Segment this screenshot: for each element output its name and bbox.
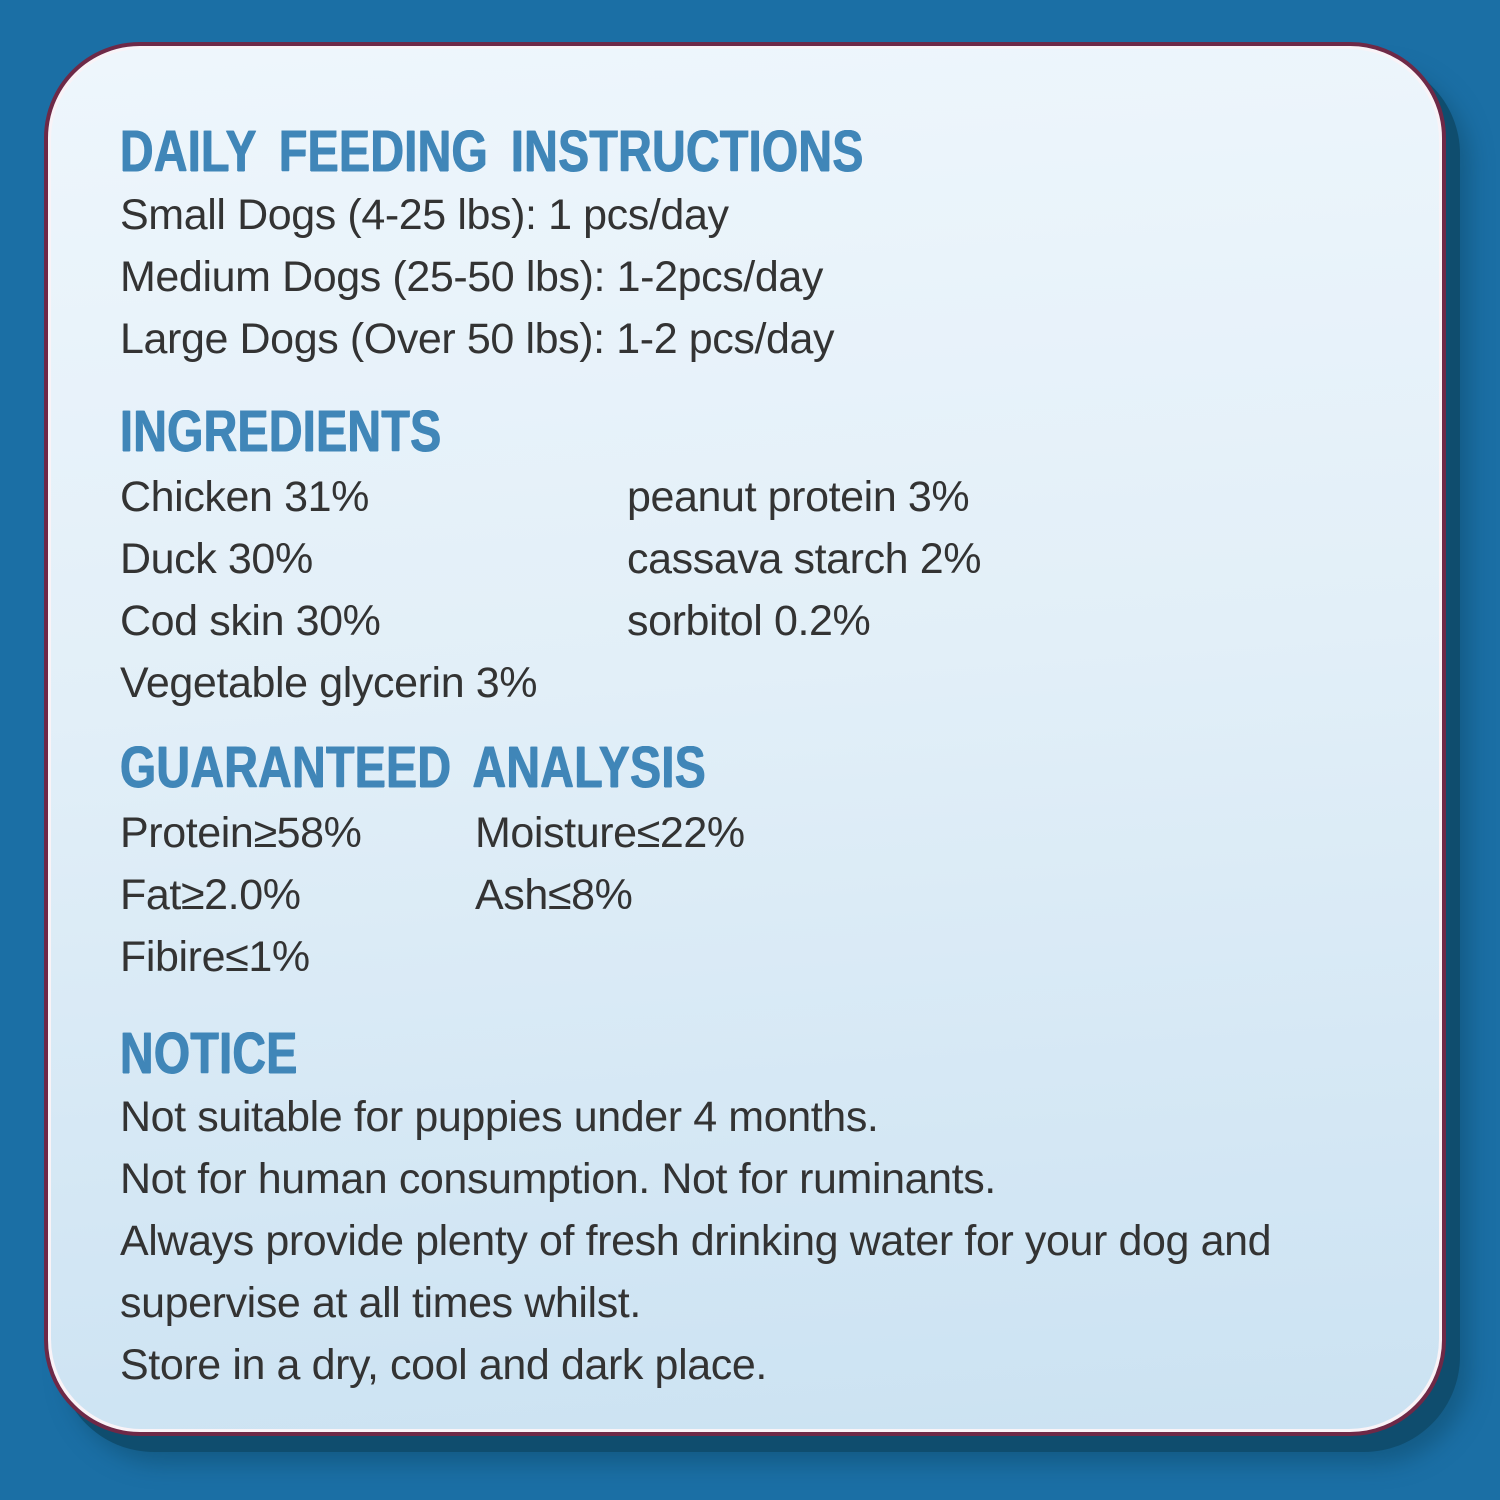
analysis-item-protein: Protein≥58% bbox=[120, 809, 362, 857]
analysis-item-moisture: Moisture≤22% bbox=[475, 809, 745, 857]
ingredient-item: peanut protein 3% bbox=[627, 473, 970, 521]
section-title-guaranteed-analysis: GUARANTEED ANALYSIS bbox=[120, 735, 707, 800]
ingredient-item: Chicken 31% bbox=[120, 473, 369, 521]
notice-line: Not suitable for puppies under 4 months. bbox=[120, 1093, 879, 1141]
section-title-ingredients: INGREDIENTS bbox=[120, 399, 442, 464]
analysis-item-fat: Fat≥2.0% bbox=[120, 871, 301, 919]
section-title-daily-feeding-instructions: DAILY FEEDING INSTRUCTIONS bbox=[120, 119, 864, 184]
feeding-line-small-dogs: Small Dogs (4-25 lbs): 1 pcs/day bbox=[120, 191, 729, 239]
notice-line: Not for human consumption. Not for ruminants. bbox=[120, 1155, 996, 1203]
notice-list bbox=[120, 1086, 1271, 1396]
feeding-instructions-list bbox=[120, 184, 834, 370]
notice-line: Always provide plenty of fresh drinking water for your dog and bbox=[120, 1217, 1272, 1265]
ingredient-item: Vegetable glycerin 3% bbox=[120, 659, 538, 707]
ingredient-item: Cod skin 30% bbox=[120, 597, 381, 645]
ingredient-item: Duck 30% bbox=[120, 535, 313, 583]
analysis-left-column bbox=[120, 802, 362, 988]
ingredient-item: cassava starch 2% bbox=[627, 535, 982, 583]
feeding-line-large-dogs: Large Dogs (Over 50 lbs): 1-2 pcs/day bbox=[120, 315, 835, 363]
feeding-line-medium-dogs: Medium Dogs (25-50 lbs): 1-2pcs/day bbox=[120, 253, 823, 301]
notice-line: Store in a dry, cool and dark place. bbox=[120, 1341, 767, 1389]
ingredient-item: sorbitol 0.2% bbox=[627, 597, 871, 645]
analysis-item-fibre: Fibire≤1% bbox=[120, 933, 310, 981]
ingredients-left-column bbox=[120, 466, 537, 714]
analysis-right-column bbox=[475, 802, 745, 926]
section-title-notice: NOTICE bbox=[120, 1021, 298, 1086]
ingredients-right-column bbox=[627, 466, 981, 652]
notice-line: supervise at all times whilst. bbox=[120, 1279, 641, 1327]
analysis-item-ash: Ash≤8% bbox=[475, 871, 633, 919]
